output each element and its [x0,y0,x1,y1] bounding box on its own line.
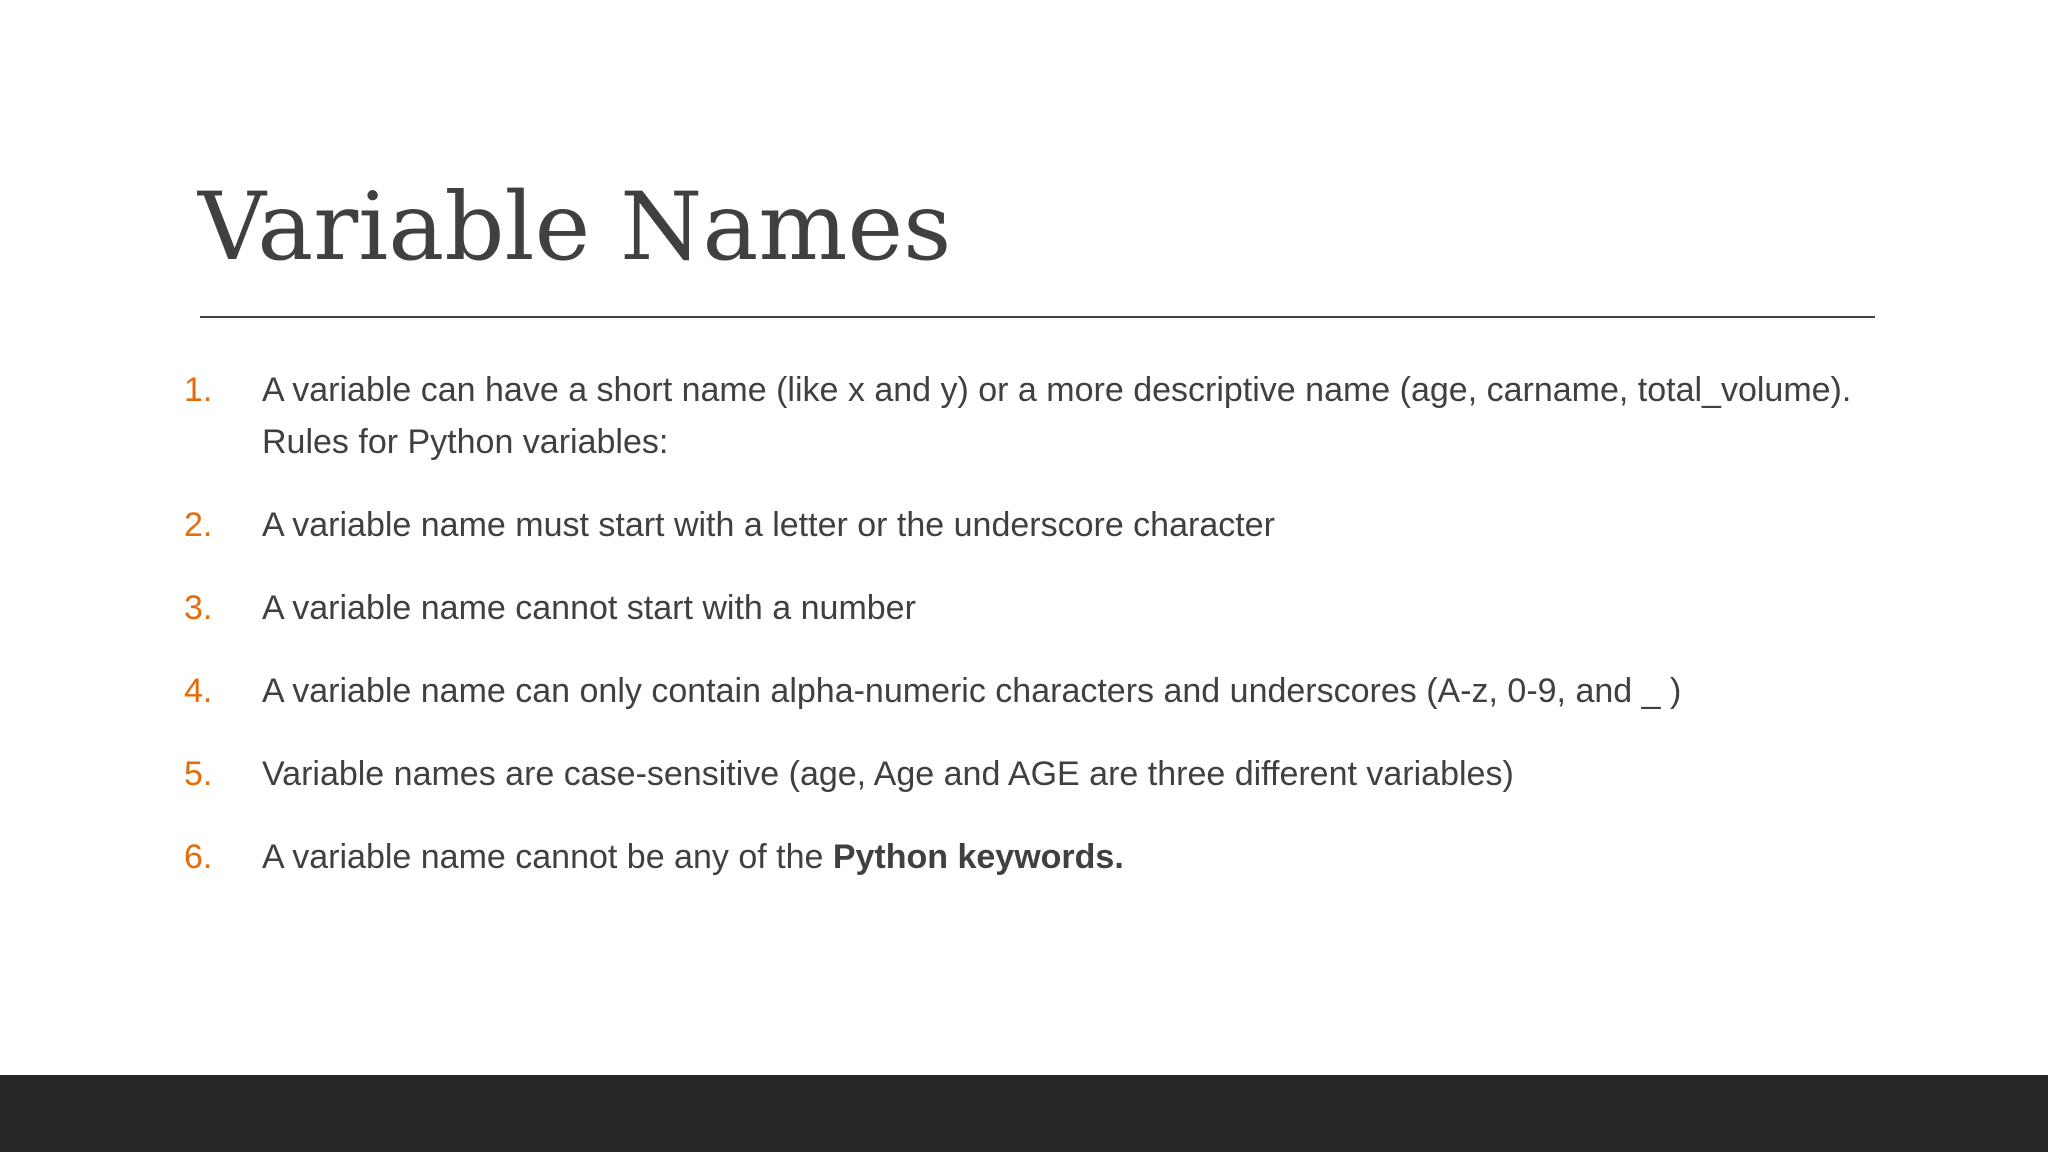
list-item [180,364,1880,468]
list-number: 2. [184,506,213,544]
list-item [180,831,1880,883]
title-divider [200,316,1875,318]
list-number: 1. [184,371,213,409]
rules-list [180,364,1880,914]
list-text: A variable name can only contain alpha-numeric characters and underscores (A-z, 0-9, and _ ) [262,672,1682,710]
footer-bar [0,1075,2048,1152]
list-text: A variable name cannot be any of the [262,838,833,876]
list-number: 5. [184,755,213,793]
slide-title: Variable Names [198,173,952,282]
list-item [180,499,1880,551]
list-item [180,748,1880,800]
list-text: A variable can have a short name (like x and y) or a more descriptive name (age, carname, total_volume). Rules for Python variables: [262,371,1852,461]
list-number: 4. [184,672,213,710]
list-text: A variable name must start with a letter or the underscore character [262,506,1275,544]
list-number: 6. [184,838,213,876]
list-item [180,665,1880,717]
list-item [180,582,1880,634]
list-text: A variable name cannot start with a number [262,589,916,627]
list-text: Variable names are case-sensitive (age, Age and AGE are three different variables) [262,755,1514,793]
keywords-emphasis: Python keywords. [832,838,1124,876]
list-number: 3. [184,589,213,627]
